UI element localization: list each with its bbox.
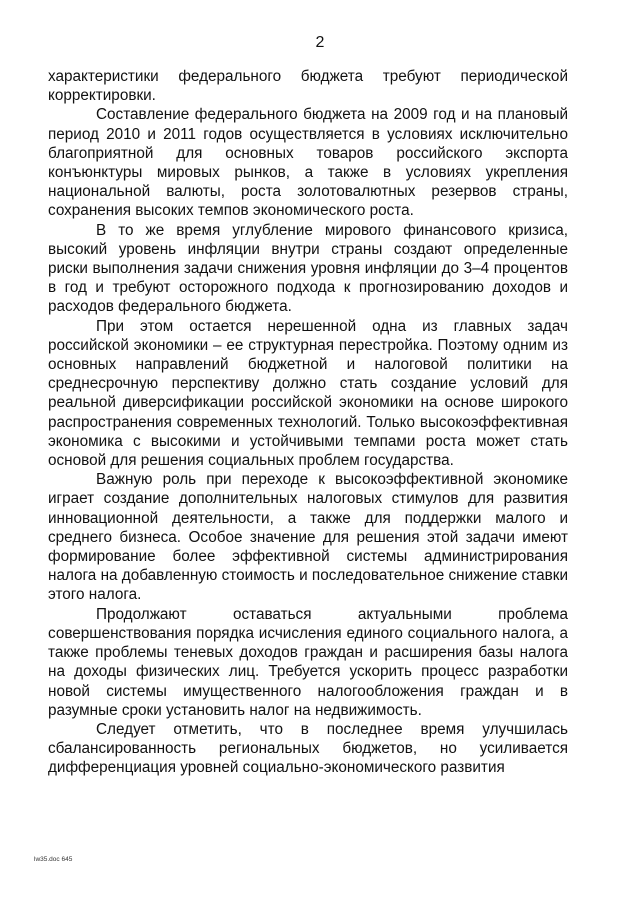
paragraph-tax-incentives: Важную роль при переходе к высокоэффективной экономике играет создание дополнительных налоговых стимулов для развития инновационной деятельности, а также для поддержки малого и среднего бизнеса. Особое значение для решения этой задачи имеют формирование более эффективной системы администрирования налога на добавленную стоимость и последовательное снижение ставки этого налога. <box>48 471 568 604</box>
paragraph-budget-conditions: Составление федерального бюджета на 2009 год и на плановый период 2010 и 2011 годов осуществляется в условиях исключительно благоприятной для основных товаров российского экспорта конъюнктуры мировых рынков, а также в условиях укрепления национальной валюты, роста золотовалютных резервов страны, сохранения высоких темпов экономического роста. <box>48 106 568 220</box>
footer-stamp: lw35.doc 645 <box>34 856 73 863</box>
paragraph-continuation: характеристики федерального бюджета требуют периодической корректировки. <box>48 68 568 105</box>
page-number: 2 <box>315 34 325 51</box>
document-body <box>48 67 568 778</box>
paragraph-structural-reform: При этом остается нерешенной одна из главных задач российской экономики – ее структурная перестройка. Поэтому одним из основных направлений бюджетной и налоговой политики на среднесрочную перспективу должно стать создание условий для реальной диверсификации российской экономики на основе широкого распространения современных технологий. Только высокоэффективная экономика с высокими и устойчивыми темпами роста может стать основой для решения социальных проблем государства. <box>48 317 568 470</box>
paragraph-social-tax: Продолжают оставаться актуальными проблема совершенствования порядка исчисления единого социального налога, а также проблемы теневых доходов граждан и расширения базы налога на доходы физических лиц. Требуется ускорить процесс разработки новой системы имущественного налогообложения граждан и в разумные сроки установить налог на недвижимость. <box>48 605 568 719</box>
paragraph-regional-budgets: Следует отметить, что в последнее время улучшилась сбалансированность региональных бюджетов, но усиливается дифференциация уровней социально-экономического развития <box>48 720 568 777</box>
paragraph-crisis-risks: В то же время углубление мирового финансового кризиса, высокий уровень инфляции внутри страны создают определенные риски выполнения задачи снижения уровня инфляции до 3–4 процентов в год и требуют осторожного подхода к прогнозированию доходов и расходов федерального бюджета. <box>48 221 568 316</box>
